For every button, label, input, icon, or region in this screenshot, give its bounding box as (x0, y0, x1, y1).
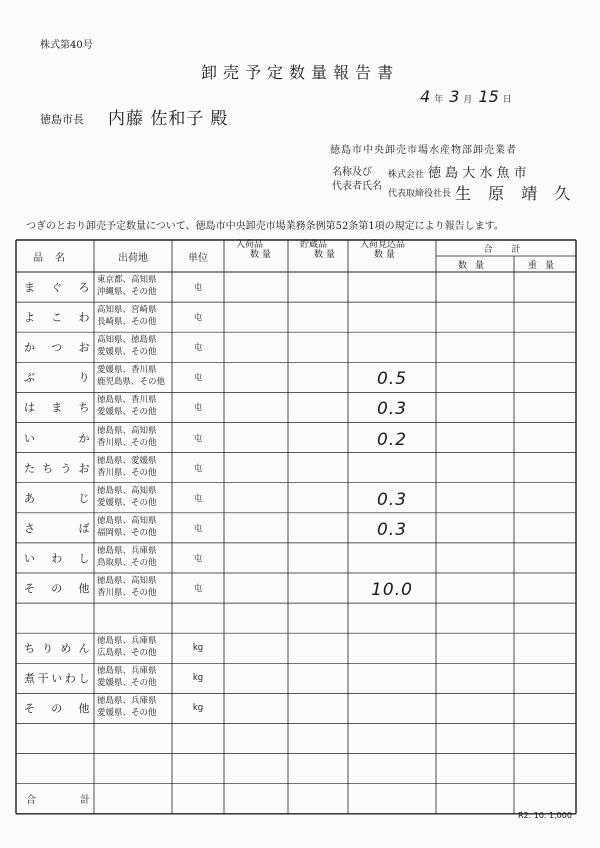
header-unit (172, 240, 224, 272)
item-origin-line: 香川県、その他 (97, 437, 157, 448)
item-name-char: ぶ (24, 371, 36, 385)
item-name-char: い (24, 551, 36, 565)
header-expected (348, 240, 436, 272)
item-name-char: の (51, 582, 63, 596)
item-expected-qty (348, 577, 436, 603)
item-origin-line: 愛媛県、香川県 (97, 365, 157, 376)
header-expected-line1: 入荷見込品 (360, 240, 406, 250)
item-unit (172, 272, 224, 302)
item-name-char: ん (78, 642, 90, 656)
header-origin (94, 240, 172, 272)
item-unit-text: kg (192, 703, 204, 714)
item-origin-line: 徳島県、兵庫県 (97, 666, 157, 677)
item-origin-line: 徳島県、兵庫県 (97, 545, 157, 556)
header-origin-text: 出荷地 (118, 252, 148, 264)
item-name-char: ぐ (51, 281, 63, 295)
item-origin-line: 愛媛県、その他 (97, 678, 157, 689)
item-name (16, 663, 94, 693)
header-name-text: 品名 (33, 252, 77, 264)
item-unit-text: kg (192, 673, 204, 684)
item-name-char: わ (64, 672, 77, 686)
addressee-name (108, 104, 228, 129)
item-name-char: ば (78, 521, 90, 535)
item-origin (94, 545, 172, 571)
item-origin-line: 高知県、宮崎県 (97, 305, 157, 316)
item-origin-line: 鳥取県、その他 (97, 557, 157, 568)
item-origin (94, 515, 172, 541)
item-name (16, 272, 94, 302)
item-unit-text: 屯 (193, 403, 203, 414)
item-expected-qty (348, 517, 436, 543)
item-unit (172, 392, 224, 422)
item-expected-qty-text: 0.2 (376, 429, 408, 450)
item-origin (94, 485, 172, 511)
item-name-char: わ (78, 311, 90, 325)
header-expected-line2: 数 量 (374, 250, 395, 260)
item-expected-qty (348, 487, 436, 513)
item-name (16, 302, 94, 332)
item-unit-text: 屯 (193, 553, 203, 564)
item-name (16, 362, 94, 392)
date-month: 3 (449, 87, 460, 106)
quantity-table (16, 240, 576, 814)
total-label-char: 合 (26, 795, 80, 807)
item-name (16, 332, 94, 362)
item-origin (94, 695, 172, 721)
item-origin-line: 徳島県、高知県 (97, 576, 157, 586)
header-arrival-line2: 数 量 (250, 250, 271, 260)
date-day: 15 (478, 87, 499, 106)
item-name-char: じ (78, 491, 90, 505)
company-name: 徳 島 大 水 魚 市 (428, 166, 527, 181)
print-footer: R2. 10. 1,000 (518, 811, 572, 820)
item-origin (94, 304, 172, 330)
item-unit (172, 663, 224, 693)
item-unit (172, 332, 224, 362)
sender-organization: 徳島市中央卸売市場水産物部卸売業者 (330, 145, 517, 156)
item-name-char: 他 (78, 702, 90, 716)
addressee-label: 徳島市長 (40, 113, 84, 126)
item-unit-text: 屯 (193, 523, 203, 534)
item-unit (172, 453, 224, 483)
item-name-char: ち (78, 401, 90, 415)
item-origin-line: 沖縄県、その他 (97, 287, 157, 297)
rep-name: 生 原 靖 久 (455, 184, 577, 203)
item-expected-qty (348, 396, 436, 422)
item-origin-line: 徳島県、高知県 (97, 515, 157, 526)
item-name (16, 693, 94, 723)
item-unit-text: 屯 (193, 584, 203, 595)
item-name-char: は (24, 401, 36, 415)
item-name-char: 他 (78, 582, 90, 596)
item-name (16, 513, 94, 543)
item-name (16, 453, 94, 483)
sender-label-line1: 名称及び (332, 167, 372, 178)
item-name-char: わ (51, 551, 63, 565)
date-day-unit: 日 (502, 95, 512, 105)
item-origin-line: 徳島県、兵庫県 (97, 636, 157, 647)
header-arrival (224, 240, 288, 272)
item-name (16, 483, 94, 513)
item-unit-text: 屯 (193, 463, 203, 474)
item-origin-line: 愛媛県、その他 (97, 708, 157, 719)
header-total-qty (436, 256, 514, 272)
item-unit (172, 302, 224, 332)
item-unit (172, 362, 224, 392)
item-origin (94, 635, 172, 661)
item-unit (172, 513, 224, 543)
item-name-char: う (60, 461, 72, 475)
form-number: 株式第40号 (40, 40, 93, 51)
item-unit (172, 423, 224, 453)
item-name (16, 543, 94, 573)
header-stored-line2: 数 量 (314, 250, 335, 260)
item-origin-line: 徳島県、愛媛県 (97, 455, 157, 466)
sender-company (388, 162, 527, 181)
header-total-text: 合 計 (483, 244, 529, 255)
item-unit (172, 573, 224, 603)
item-unit-text: 屯 (193, 373, 203, 384)
item-unit-text: 屯 (193, 493, 203, 504)
item-expected-qty-text: 0.3 (376, 519, 408, 540)
item-name-char: り (42, 642, 54, 656)
item-unit-text: kg (192, 643, 204, 654)
item-name-char: お (78, 461, 90, 475)
item-origin-line: 広島県、その他 (97, 648, 157, 659)
item-unit-text: 屯 (193, 343, 203, 354)
item-origin-line: 高知県、徳島県 (97, 335, 157, 346)
sender-label-line2: 代表者氏名 (332, 181, 382, 192)
total-label-char: 計 (80, 795, 134, 807)
item-name-char: お (78, 341, 90, 355)
item-origin-line: 愛媛県、その他 (97, 497, 157, 508)
item-name-char: か (24, 341, 36, 355)
item-expected-qty-text: 10.0 (371, 580, 413, 601)
item-name-char: め (60, 642, 72, 656)
item-origin-line: 徳島県、兵庫県 (97, 696, 157, 707)
item-name (16, 423, 94, 453)
item-name-char: よ (24, 311, 36, 325)
item-origin (94, 394, 172, 420)
item-origin-line: 鹿児島県、その他 (97, 377, 166, 388)
company-prefix: 株式会社 (388, 170, 425, 180)
item-name (16, 633, 94, 663)
rep-title: 代表取締役社長 (388, 189, 452, 199)
item-name-char: 煮 (24, 672, 36, 686)
item-name (16, 573, 94, 603)
addressee-honorific: 殿 (210, 109, 229, 129)
item-unit (172, 633, 224, 663)
item-unit-text: 屯 (193, 283, 203, 294)
item-unit (172, 543, 224, 573)
item-name-char: ま (24, 281, 36, 295)
item-unit-text: 屯 (193, 433, 203, 444)
item-name-char: い (24, 431, 36, 445)
item-origin (94, 364, 172, 390)
header-total-weight (514, 256, 576, 272)
header-total-weight-text: 重量 (527, 260, 562, 271)
header-unit-text: 単位 (188, 252, 208, 264)
report-date (420, 87, 518, 106)
item-origin (94, 274, 172, 300)
item-expected-qty (348, 366, 436, 392)
item-name (16, 392, 94, 422)
item-origin-line: 東京都、高知県 (97, 275, 157, 285)
item-expected-qty-text: 0.3 (376, 489, 408, 510)
item-name-char: り (78, 371, 90, 385)
header-stored (288, 240, 348, 272)
addressee-person: 内藤 佐和子 (108, 109, 205, 129)
item-name-char: ろ (78, 281, 90, 295)
item-name-char: し (78, 551, 90, 565)
item-origin (94, 575, 172, 601)
item-unit-text: 屯 (193, 313, 203, 324)
item-origin (94, 334, 172, 360)
page-title: 卸売予定数量報告書 (200, 63, 399, 82)
item-name-char: あ (24, 491, 36, 505)
header-stored-line1: 貯蔵品 (300, 240, 328, 250)
item-origin-line: 愛媛県、その他 (97, 407, 157, 418)
item-name-char: 干 (37, 672, 50, 686)
item-name-char: つ (51, 341, 63, 355)
item-name-char: そ (24, 582, 36, 596)
total-row-label (16, 784, 172, 814)
item-expected-qty (348, 427, 436, 453)
item-unit (172, 693, 224, 723)
item-name-char: た (24, 461, 36, 475)
item-origin-line: 徳島県、香川県 (97, 395, 157, 406)
item-name-char: し (78, 672, 90, 686)
item-name-char: こ (51, 311, 63, 325)
date-month-unit: 月 (463, 95, 473, 105)
item-origin-line: 徳島県、高知県 (97, 485, 157, 496)
item-name-char: ち (24, 642, 36, 656)
item-name-char: い (51, 672, 63, 686)
item-origin (94, 665, 172, 691)
item-name-char: そ (24, 702, 36, 716)
item-name-char: ち (42, 461, 54, 475)
sender-representative (388, 181, 576, 204)
item-expected-qty-text: 0.5 (376, 369, 408, 390)
date-year: 4 (420, 87, 431, 106)
date-year-unit: 年 (434, 95, 444, 105)
item-origin-line: 長崎県、その他 (97, 317, 157, 328)
item-name-char: ま (51, 401, 63, 415)
item-name-char: か (78, 431, 90, 445)
item-name-char: さ (24, 521, 36, 535)
item-origin-line: 香川県、その他 (97, 467, 157, 478)
header-name (16, 240, 94, 272)
item-origin-line: 徳島県、高知県 (97, 425, 157, 436)
item-name-char: の (51, 702, 63, 716)
item-origin-line: 愛媛県、その他 (97, 347, 157, 358)
header-total-qty-text: 数量 (457, 260, 492, 271)
report-statement: つぎのとおり卸売予定数量について、徳島市中央卸売市場業務条例第52条第1項の規定により報告します。 (26, 221, 504, 232)
item-origin-line: 香川県、その他 (97, 588, 157, 598)
item-origin (94, 455, 172, 481)
item-origin-line: 福岡県、その他 (97, 527, 157, 538)
item-origin (94, 425, 172, 451)
item-unit (172, 483, 224, 513)
header-total (436, 240, 576, 256)
item-expected-qty-text: 0.3 (376, 399, 408, 420)
header-arrival-line1: 入荷品 (236, 240, 264, 250)
